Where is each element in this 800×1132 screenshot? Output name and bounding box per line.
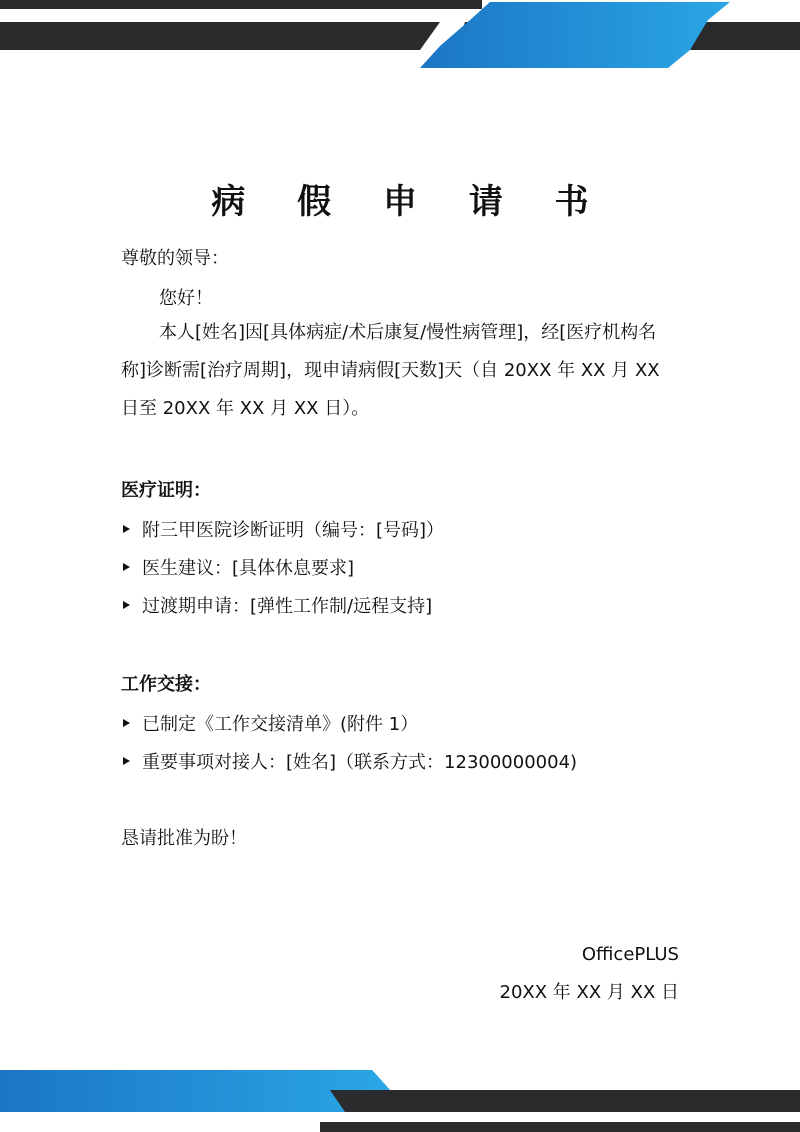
signature-block [500,936,680,1012]
triangle-bullet-icon [123,719,130,727]
list-item [121,548,701,586]
triangle-bullet-icon [123,563,130,571]
list-item [121,586,701,624]
work-handover-list [121,704,701,780]
page-title: 病 假 申 请 书 [211,182,609,222]
salutation: 尊敬的领导： [121,248,229,269]
triangle-bullet-icon [123,525,130,533]
greeting-hello: 您好！ [159,288,213,309]
work-handover-heading: 工作交接： [121,674,211,695]
signature-date: 20XX 年 XX 月 XX 日 [499,982,679,1003]
list-item-text: 附三甲医院诊断证明（编号：[号码]） [142,520,445,541]
triangle-bullet-icon [123,757,130,765]
list-item-text: 过渡期申请：[弹性工作制/远程支持] [142,596,433,617]
medical-proof-heading: 医疗证明： [121,480,211,501]
list-item-text: 重要事项对接人：[姓名]（联系方式：12300000004) [142,752,578,773]
list-item-text: 医生建议：[具体休息要求] [142,558,355,579]
medical-proof-list [121,510,701,624]
list-item [121,742,701,780]
list-item [121,510,701,548]
list-item [121,704,701,742]
closing-line: 恳请批准为盼！ [121,828,247,849]
list-item-text: 已制定《工作交接清单》(附件 1） [142,714,419,735]
triangle-bullet-icon [123,601,130,609]
main-paragraph: 本人[姓名]因[具体病症/术后康复/慢性病管理]，经[医疗机构名称]诊断需[治疗周期]，现申请病假[天数]天（自 20XX 年 XX 月 XX 日至 20XX 年 XX 月 XX 日）。 [121,322,660,419]
signature-name: OfficePLUS [581,944,679,965]
